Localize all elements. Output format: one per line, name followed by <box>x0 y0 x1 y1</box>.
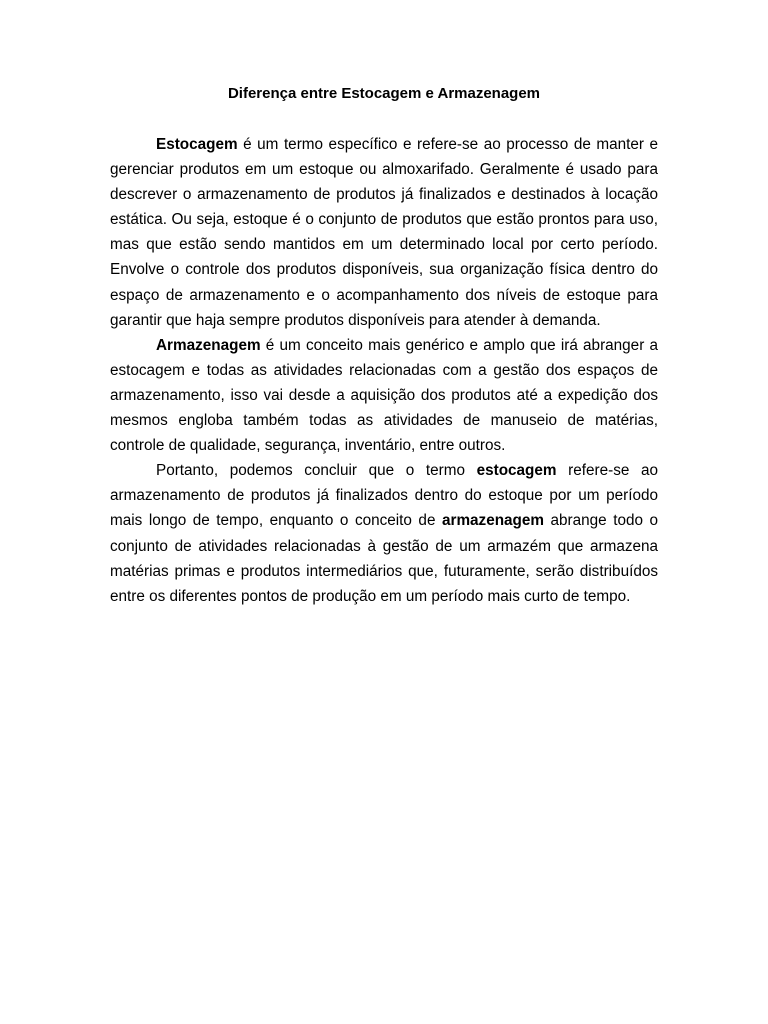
paragraph-text: refere-se ao armazenamento de produtos já finalizados dentro do estoque por um período mais longo de tempo, enquanto o conceito de <box>110 462 658 530</box>
term-armazenagem-inline: armazenagem <box>441 512 545 530</box>
document-body <box>110 132 658 609</box>
paragraph-text: abrange todo o conjunto de atividades relacionadas à gestão de um armazém que armazena matérias primas e produtos intermediários que, futuramente, serão distribuídos entre os diferentes pontos de produção em um período mais curto de tempo. <box>110 512 658 605</box>
paragraph-armazenagem <box>110 333 658 458</box>
paragraph-estocagem <box>110 132 658 333</box>
term-estocagem: Estocagem <box>156 136 238 153</box>
document-title: Diferença entre Estocagem e Armazenagem <box>227 85 541 102</box>
term-estocagem-inline: estocagem <box>476 462 557 480</box>
term-armazenagem: Armazenagem <box>156 336 261 354</box>
paragraph-conclusion <box>110 458 658 609</box>
paragraph-text: é um conceito mais genérico e amplo que irá abranger a estocagem e todas as atividades relacionadas com a gestão dos espaços de armazenamento, isso vai desde a aquisição dos produtos até a expedição dos mesmos engloba também todas as atividades de manuseio de matérias, controle de qualidade, segurança, inventário, entre outros. <box>110 336 658 455</box>
paragraph-text: Portanto, podemos concluir que o termo <box>156 462 477 480</box>
paragraph-text: é um termo específico e refere-se ao processo de manter e gerenciar produtos em um estoque ou almoxarifado. Geralmente é usado para descrever o armazenamento de produtos já finalizados e destinados à locação estática. Ou seja, estoque é o conjunto de produtos que estão prontos para uso, mas que estão sendo mantidos em um determinado local por certo período. Envolve o controle dos produtos disponíveis, sua organização física dentro do espaço de armazenamento e o acompanhamento dos níveis de estoque para garantir que haja sempre produtos disponíveis para atender à demanda. <box>110 136 658 329</box>
